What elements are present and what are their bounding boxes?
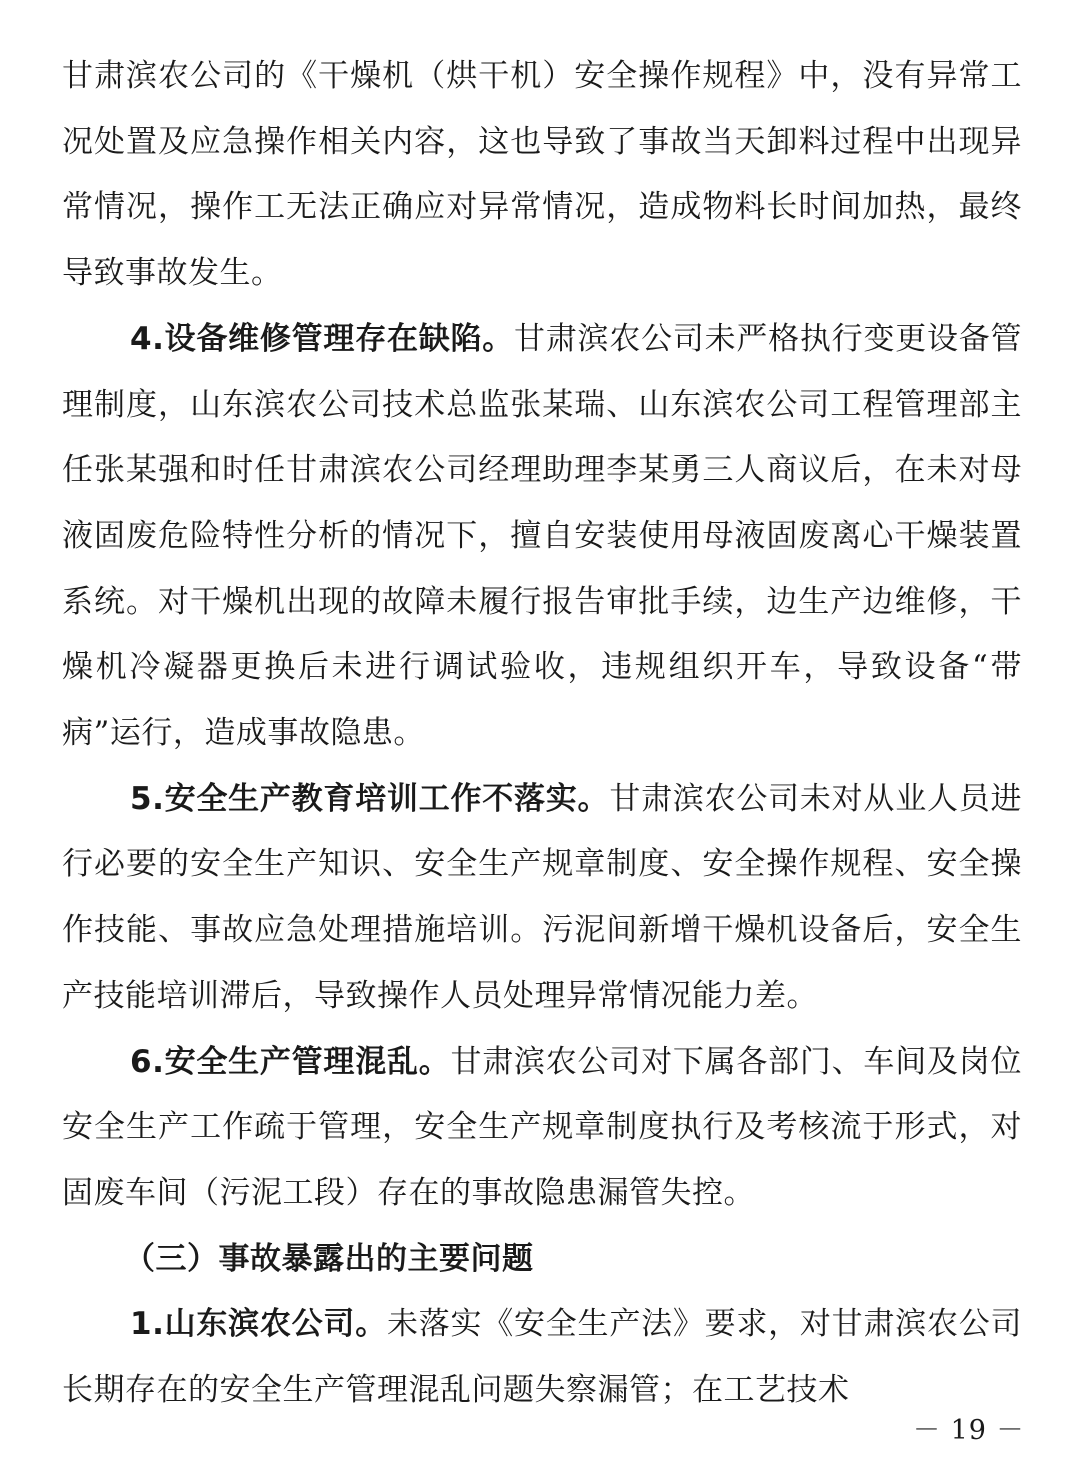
paragraph-safety-management: [62, 1030, 1022, 1227]
section-heading: （三）事故暴露出的主要问题: [124, 1240, 534, 1277]
document-body: [62, 44, 1022, 1424]
paragraph-safety-training: [62, 767, 1022, 1030]
paragraph-text: 甘肃滨农公司未对从业人员进行必要的安全生产知识、安全生产规章制度、安全操作规程、安全操作技能、事故应急处理措施培训。污泥间新增干燥机设备后，安全生产技能培训滞后，导致操作人员处理异常情况能力差。: [62, 780, 1022, 1014]
paragraph-text: 未落实《安全生产法》要求，对甘肃滨农公司长期存在的安全生产管理混乱问题失察漏管；在工艺技术: [62, 1306, 1022, 1409]
paragraph-text: 甘肃滨农公司的《干燥机（烘干机）安全操作规程》中，没有异常工况处置及应急操作相关内容，这也导致了事故当天卸料过程中出现异常情况，操作工无法正确应对异常情况，造成物料长时间加热，最终导致事故发生。: [62, 58, 1022, 292]
paragraph-continuation: [62, 44, 1022, 307]
paragraph-lead-4: 4.设备维修管理存在缺陷。: [130, 320, 515, 357]
paragraph-lead-6: 6.安全生产管理混乱。: [130, 1043, 451, 1080]
paragraph-text: 甘肃滨农公司未严格执行变更设备管理制度，山东滨农公司技术总监张某瑞、山东滨农公司工程管理部主任张某强和时任甘肃滨农公司经理助理李某勇三人商议后，在未对母液固废危险特性分析的情况下，擅自安装使用母液固废离心干燥装置系统。对干燥机出现的故障未履行报告审批手续，边生产边维修，干燥机冷凝器更换后未进行调试验收，违规组织开车，导致设备“带病”运行，造成事故隐患。: [62, 320, 1022, 752]
paragraph-text: 甘肃滨农公司对下属各部门、车间及岗位安全生产工作疏于管理，安全生产规章制度执行及考核流于形式，对固废车间（污泥工段）存在的事故隐患漏管失控。: [62, 1043, 1022, 1211]
page-number: － 19 －: [913, 1415, 1025, 1446]
paragraph-shandong-binnong: [62, 1292, 1022, 1423]
paragraph-lead-5: 5.安全生产教育培训工作不落实。: [130, 780, 610, 817]
paragraph-equipment-maintenance: [62, 307, 1022, 767]
paragraph-lead-1: 1.山东滨农公司。: [130, 1306, 387, 1343]
